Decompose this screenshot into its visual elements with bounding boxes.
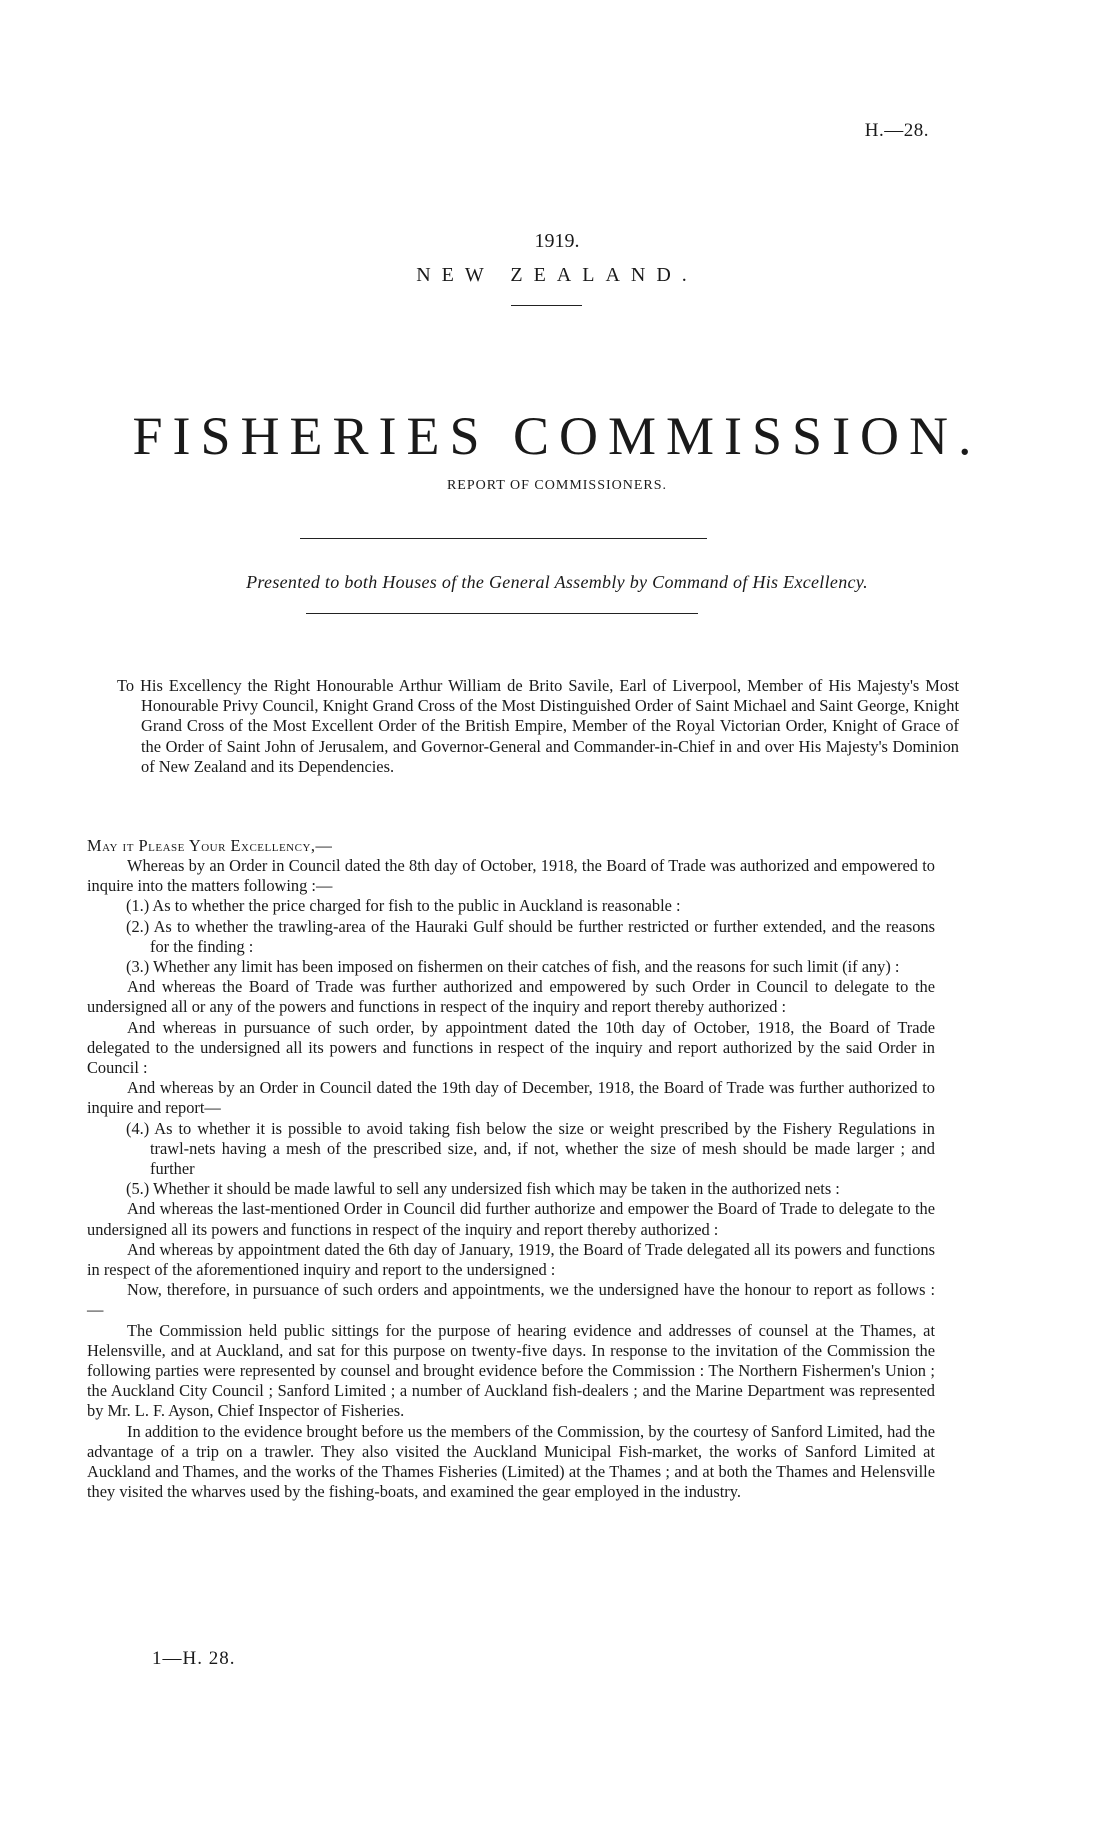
paragraph: And whereas in pursuance of such order, by appointment dated the 10th day of October, 1918, the Board of Trade delegated to the undersigned all its powers and functions in respect of the inquiry and report authorized by the said Order in Council :	[87, 1017, 935, 1078]
list-item: (1.) As to whether the price charged for fish to the public in Auckland is reasonable :	[126, 896, 681, 916]
address-paragraph: To His Excellency the Right Honourable Arthur William de Brito Savile, Earl of Liverpool, Member of His Majesty's Most Honourable Privy Council, Knight Grand Cross of the Most Distinguished Order of Saint Michael and Saint George, Knight Grand Cross of the Most Excellent Order of the British Empire, Member of the Royal Victorian Order, Knight of Grace of the Order of Saint John of Jerusalem, and Governor-General and Commander-in-Chief in and over His Majesty's Dominion of New Zealand and its Dependencies.	[117, 676, 959, 776]
presented-line: Presented to both Houses of the General Assembly by Command of His Excellency.	[246, 572, 868, 592]
paragraph: Now, therefore, in pursuance of such orders and appointments, we the undersigned have the honour to report as follows :—	[87, 1280, 935, 1320]
year: 1919.	[534, 230, 580, 252]
list-item: (3.) Whether any limit has been imposed on fishermen on their catches of fish, and the reasons for such limit (if any) :	[126, 957, 900, 977]
paragraph: Whereas by an Order in Council dated the 8th day of October, 1918, the Board of Trade was authorized and empowered to inquire into the matters following :—	[87, 856, 935, 896]
paragraph: In addition to the evidence brought before us the members of the Commission, by the courtesy of Sanford Limited, had the advantage of a trip on a trawler. They also visited the Auckland Municipal Fish-market, the works of Sanford Limited at Auckland and Thames, and the works of the Thames Fisheries (Limited) at the Thames ; and at both the Thames and Helensville they visited the wharves used by the fishing-boats, and examined the gear employed in the industry.	[87, 1421, 935, 1502]
paragraph: And whereas the last-mentioned Order in Council did further authorize and empower the Board of Trade to delegate to the undersigned all its powers and functions in respect of the inquiry and report thereby authorized :	[87, 1199, 935, 1239]
page-title: FISHERIES COMMISSION.	[132, 406, 982, 466]
paragraph: The Commission held public sittings for the purpose of hearing evidence and addresses of counsel at the Thames, at Helensville, and at Auckland, and sat for this purpose on twenty-five days. In response to the invitation of the Commission the following parties were represented by counsel and brought evidence before the Commission : The Northern Fishermen's Union ; the Auckland City Council ; Sanford Limited ; a number of Auckland fish-dealers ; and the Marine Department was represented by Mr. L. F. Ayson, Chief Inspector of Fisheries.	[87, 1320, 935, 1421]
report-body	[87, 856, 935, 1503]
list-item: (5.) Whether it should be made lawful to sell any undersized fish which may be taken in the authorized nets :	[126, 1179, 840, 1199]
document-reference: H.—28.	[864, 120, 929, 141]
list-item: (2.) As to whether the trawling-area of the Hauraki Gulf should be further restricted or further extended, and the reasons for the finding :	[126, 916, 935, 956]
list-item: (4.) As to whether it is possible to avoid taking fish below the size or weight prescribed by the Fishery Regulations in trawl-nets having a mesh of the prescribed size, and, if not, whether the size of mesh should be made larger ; and further	[126, 1118, 935, 1179]
page-subtitle: REPORT OF COMMISSIONERS.	[446, 478, 668, 493]
paragraph: And whereas by appointment dated the 6th day of January, 1919, the Board of Trade delegated all its powers and functions in respect of the aforementioned inquiry and report to the undersigned :	[87, 1239, 935, 1280]
paragraph: And whereas the Board of Trade was further authorized and empowered by such Order in Council to delegate to the undersigned all or any of the powers and functions in respect of the inquiry and report thereby authorized :	[87, 977, 935, 1017]
country: NEW ZEALAND.	[416, 264, 698, 286]
divider	[300, 538, 707, 539]
divider	[306, 613, 698, 614]
divider	[511, 305, 582, 306]
salutation: May it Please Your Excellency,—	[87, 836, 333, 855]
page-footer: 1—H. 28.	[152, 1648, 236, 1669]
paragraph: And whereas by an Order in Council dated the 19th day of December, 1918, the Board of Trade was further authorized to inquire and report—	[87, 1078, 935, 1118]
